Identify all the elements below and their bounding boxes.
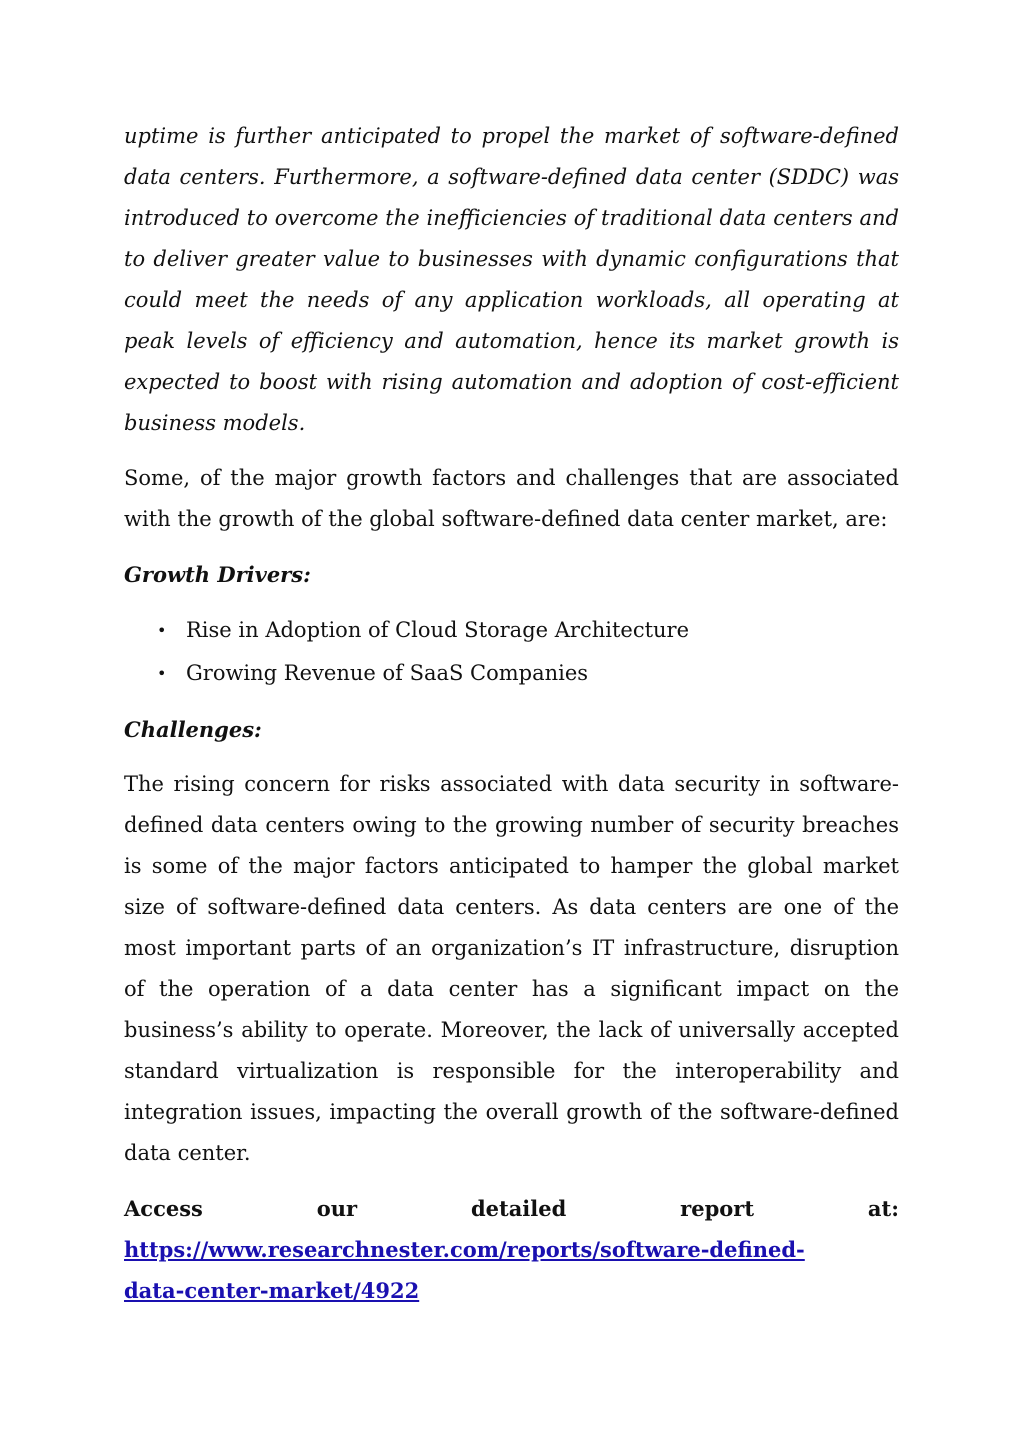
growth-drivers-list	[124, 609, 899, 695]
challenges-paragraph: The rising concern for risks associated with data security in software-defined data centers owing to the growing number of security breaches is some of the major factors anticipated to hamper the global market size of software-defined data centers. As data centers are one of the most important parts of an organization’s IT infrastructure, disruption of the operation of a data center has a significant impact on the business’s ability to operate. Moreover, the lack of universally accepted standard virtualization is responsible for the interoperability and integration issues, impacting the overall growth of the software-defined data center.	[124, 772, 899, 1165]
list-item-text: Growing Revenue of SaaS Companies	[186, 661, 589, 685]
report-link[interactable]	[124, 1229, 899, 1311]
list-item	[124, 652, 899, 695]
bullet-icon: •	[157, 664, 167, 683]
intro-paragraph-italic: uptime is further anticipated to propel the market of software-defined data centers. Furthermore, a software-defined data center (SDDC) was introduced to overcome the inefficiencies of traditional data centers and to deliver greater value to businesses with dynamic configurations that could meet the needs of any application workloads, all operating at peak levels of efficiency and automation, hence its market growth is expected to boost with rising automation and adoption of cost-efficient business models.	[124, 124, 899, 435]
document-page	[124, 116, 899, 1311]
list-item	[124, 609, 899, 652]
report-link-line-1: https://www.researchnester.com/reports/software-defined-	[124, 1237, 805, 1262]
list-item-text: Rise in Adoption of Cloud Storage Architecture	[186, 618, 690, 642]
challenges-heading: Challenges:	[124, 717, 262, 742]
growth-factors-intro: Some, of the major growth factors and challenges that are associated with the growth of the global software-defined data center market, are:	[124, 466, 899, 531]
report-link-line-2: data-center-market/4922	[124, 1278, 420, 1303]
access-report-label: Access our detailed report at:	[124, 1196, 899, 1221]
growth-drivers-heading: Growth Drivers:	[124, 562, 311, 587]
bullet-icon: •	[157, 621, 167, 640]
